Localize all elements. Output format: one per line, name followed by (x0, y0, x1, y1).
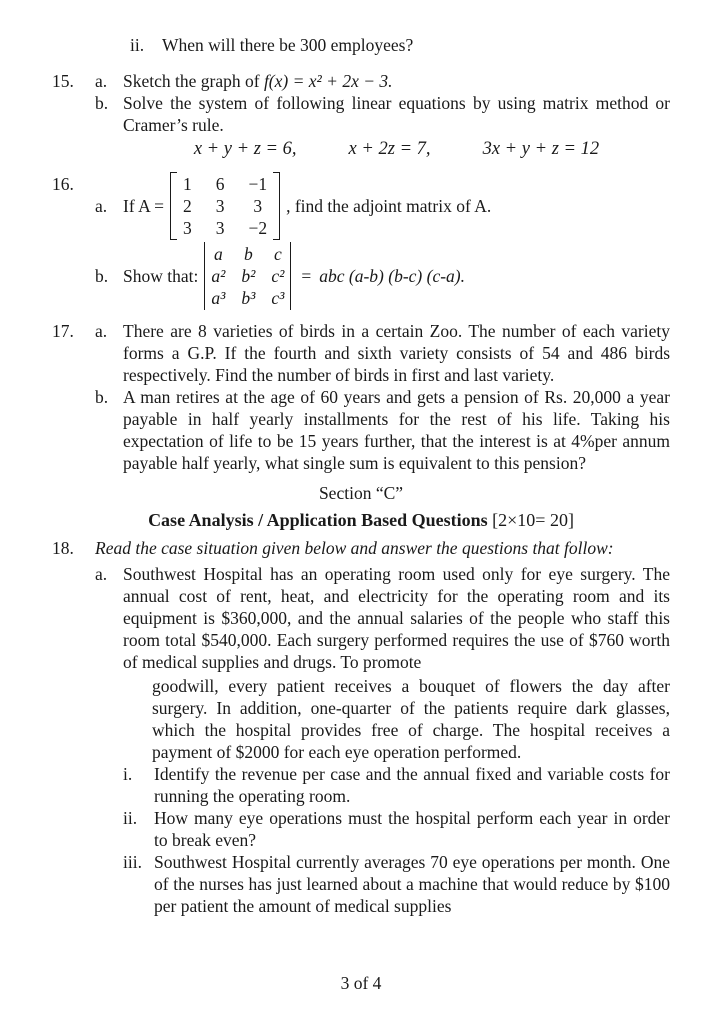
question-15-number: 15. (52, 71, 74, 91)
question-18a-continuation: goodwill, every patient receives a bouquet of flowers the day after surgery. In addition, one-quarter of the patients require dark glasses, which the hospital provides free of charge. The hospital receives a payment of $2000 for each eye operation performed. (152, 676, 670, 762)
matrix-cell: −1 (248, 174, 268, 194)
question-16 (52, 170, 670, 312)
question-17-number: 17. (52, 321, 74, 341)
matrix-cell: 3 (253, 196, 263, 216)
question-18a-label: a. (95, 564, 108, 584)
determinant-cell: a² (211, 266, 226, 286)
question-16b-rhs: abc (a-b) (b-c) (c-a). (319, 266, 466, 286)
question-17a-text: There are 8 varieties of birds in a certain Zoo. The number of each variety forms a G.P. If the fourth and sixth variety consists of 54 and 486 birds respectively. Find the number of birds in first and last variety. (123, 321, 670, 385)
equation-1: x + y + z = 6, (193, 139, 297, 159)
item-i-text: Identify the revenue per case and the annual fixed and variable costs for running the operating room. (154, 764, 670, 806)
equation-2: x + 2z = 7, (348, 139, 431, 159)
matrix-cell: 6 (215, 174, 225, 194)
item-ii-text: How many eye operations must the hospital perform each year in order to break even? (154, 808, 670, 850)
subitem-text: When will there be 300 employees? (162, 35, 414, 55)
question-15b-label: b. (95, 93, 109, 113)
question-15 (52, 70, 670, 160)
question-16a (95, 172, 670, 240)
matrix-cell: 1 (182, 174, 192, 194)
question-15b-equations (123, 138, 670, 160)
prev-question-subitem (130, 34, 670, 56)
question-15a-label: a. (95, 71, 108, 91)
question-18-intro: Read the case situation given below and answer the questions that follow: (95, 538, 614, 558)
determinant-cell: b² (241, 266, 256, 286)
item-ii-label: ii. (123, 808, 138, 828)
determinant-cell: b (243, 244, 253, 264)
question-18-item-ii (123, 807, 670, 851)
question-16a-label: a. (95, 196, 108, 216)
question-15a-text: Sketch the graph of (123, 71, 264, 91)
section-c-heading-text: Case Analysis / Application Based Questions (148, 510, 488, 530)
equation-3: 3x + y + z = 12 (482, 139, 600, 159)
question-17 (52, 320, 670, 474)
item-i-label: i. (123, 764, 133, 784)
determinant-cell: c (273, 244, 282, 264)
question-16a-prefix: If A = (123, 196, 164, 216)
question-18a-text: Southwest Hospital has an operating room used only for eye surgery. The annual cost of rent, heat, and electricity for the operating room and its equipment is $360,000, and the annual salaries of the people who staff this room total $540,000. Each surgery performed requires the use of $760 worth of medical supplies and drugs. To promote (123, 564, 670, 672)
determinant-cell: b³ (241, 288, 256, 308)
equals-sign: = (301, 266, 312, 286)
question-18-item-i (123, 763, 670, 807)
question-17b-label: b. (95, 387, 109, 407)
question-15b-text: Solve the system of following linear equations by using matrix method or Cramer’s rule. (123, 93, 670, 135)
page-number: 3 of 4 (340, 973, 382, 993)
determinant (204, 242, 291, 310)
question-18 (52, 537, 670, 917)
section-c-title: Section “C” (318, 483, 404, 503)
matrix-cell: 3 (215, 218, 225, 238)
question-15b (95, 92, 670, 160)
question-18-item-iii (123, 851, 670, 917)
section-c-heading-marks: [2×10= 20] (487, 510, 574, 530)
subitem-label: ii. (130, 35, 145, 55)
item-iii-text: Southwest Hospital currently averages 70 eye operations per month. One of the nurses has just learned about a machine that would reduce by $100 per patient the amount of medical supplies (154, 852, 670, 916)
matrix-A-grid (177, 172, 273, 240)
item-iii-label: iii. (123, 852, 142, 872)
left-bracket (170, 172, 177, 240)
question-18-number: 18. (52, 538, 74, 558)
determinant-cell: a³ (211, 288, 226, 308)
matrix-cell: −2 (248, 218, 268, 238)
question-18a (95, 563, 670, 917)
question-15a (95, 70, 670, 92)
matrix-cell: 3 (182, 218, 192, 238)
question-17b (95, 386, 670, 474)
determinant-cell: a (213, 244, 223, 264)
matrix-A (170, 172, 280, 240)
right-bar (290, 242, 291, 310)
question-15a-math: f(x) = x² + 2x − 3. (263, 71, 393, 91)
question-17a-label: a. (95, 321, 108, 341)
right-bracket (273, 172, 280, 240)
question-16b (95, 242, 670, 310)
determinant-cell: c³ (271, 288, 285, 308)
matrix-cell: 2 (182, 196, 192, 216)
question-17b-text: A man retires at the age of 60 years and gets a pension of Rs. 20,000 a year payable in half yearly installments for the rest of his life. Taking his expectation of life to be 15 years further, that the interest is at 4%per annum payable half yearly, what single sum is equivalent to this pension? (123, 387, 670, 473)
question-16-number: 16. (52, 174, 74, 194)
determinant-cell: c² (271, 266, 285, 286)
question-16b-label: b. (95, 266, 109, 286)
determinant-grid (205, 242, 290, 310)
matrix-cell: 3 (215, 196, 225, 216)
section-c-heading (52, 509, 670, 531)
question-17a (95, 320, 670, 386)
question-16b-prefix: Show that: (123, 266, 199, 286)
question-16a-suffix: , find the adjoint matrix of A. (286, 196, 492, 216)
